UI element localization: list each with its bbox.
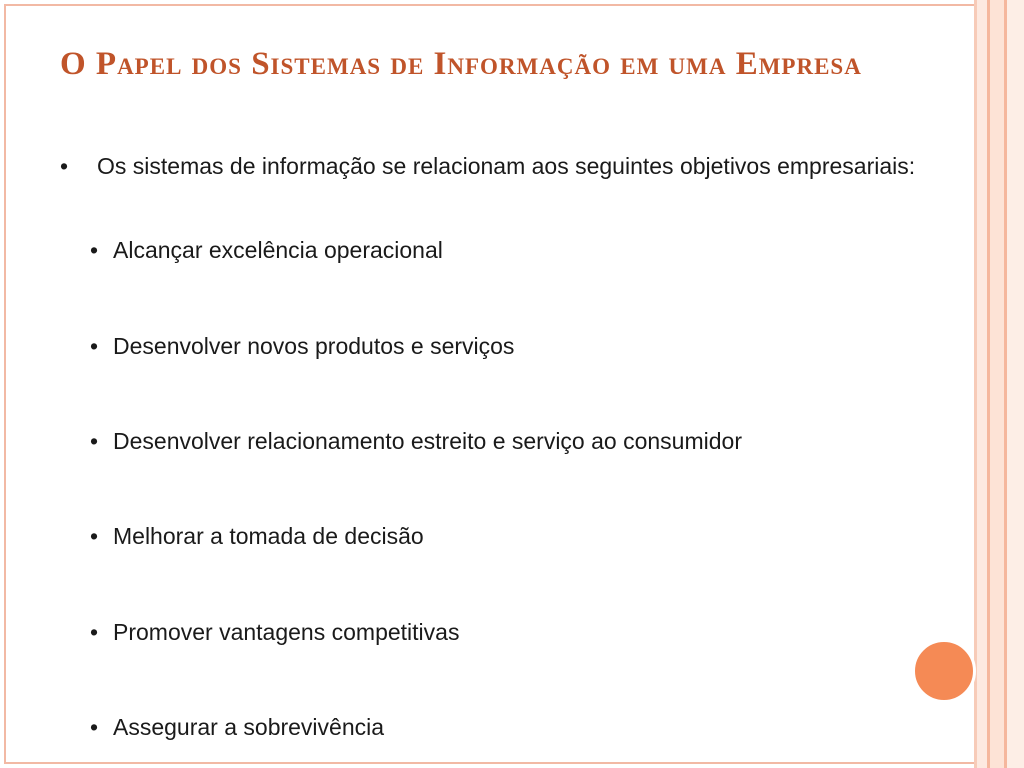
bullet-glyph: •	[90, 333, 99, 359]
objective-text: Alcançar excelência operacional	[113, 237, 443, 263]
decor-orb	[912, 639, 976, 703]
intro-text: Os sistemas de informação se relacionam aos seguintes objetivos empresariais:	[97, 153, 916, 179]
objective-item	[90, 712, 385, 742]
objective-item	[90, 331, 515, 361]
objective-text: Assegurar a sobrevivência	[113, 714, 385, 740]
bullet-glyph: •	[90, 237, 99, 263]
bullet-list	[60, 150, 990, 182]
objective-text: Melhorar a tomada de decisão	[113, 523, 424, 549]
decor-stripe	[990, 0, 1004, 768]
objective-item	[90, 235, 443, 265]
decor-stripe	[1007, 0, 1024, 768]
objective-text: Desenvolver novos produtos e serviços	[113, 333, 515, 359]
intro-bullet	[60, 150, 990, 182]
frame-top-border	[4, 4, 974, 6]
bullet-glyph: •	[90, 523, 99, 549]
slide-title: O Papel dos Sistemas de Informação em uma Empresa	[60, 46, 862, 82]
decor-stripe	[977, 0, 987, 768]
frame-bottom-border	[4, 762, 974, 764]
objective-item	[90, 617, 460, 647]
bullet-glyph: •	[90, 714, 99, 740]
objective-item	[90, 521, 424, 551]
frame-left-border	[4, 4, 6, 764]
bullet-glyph: •	[90, 428, 99, 454]
objective-text: Promover vantagens competitivas	[113, 619, 460, 645]
objective-item	[90, 426, 742, 456]
bullet-glyph: •	[90, 619, 99, 645]
bullet-glyph: •	[60, 153, 69, 179]
objective-text: Desenvolver relacionamento estreito e serviço ao consumidor	[113, 428, 742, 454]
